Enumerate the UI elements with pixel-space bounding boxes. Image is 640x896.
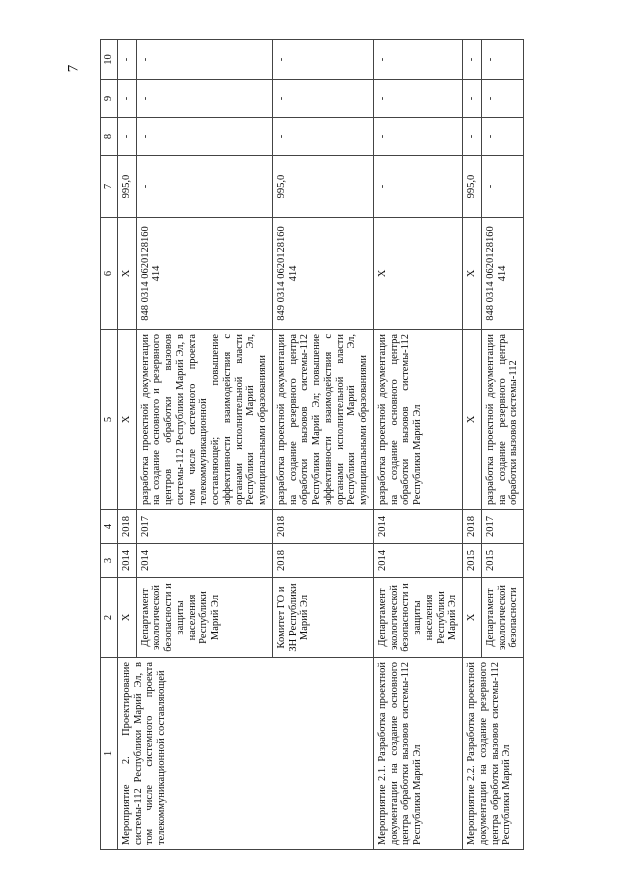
table-row — [373, 40, 462, 850]
start-year-cell: 2015 — [481, 544, 523, 578]
result-cell: разработка проектной документации на создание основного центра обработки вызовов системы-112 Республики Марий Эл — [373, 330, 462, 510]
program-table-sheet — [100, 40, 640, 850]
executor-cell: Департамент экологической безопасности — [481, 578, 523, 658]
value-cell: - — [481, 80, 523, 118]
header-cell: 2 — [101, 578, 118, 658]
value-cell: - — [136, 118, 272, 156]
value-cell: - — [373, 40, 462, 80]
value-cell: - — [272, 118, 373, 156]
value-cell: - — [463, 118, 482, 156]
executor-cell: Департамент экологической безопасности и защиты населения Республики Марий Эл — [136, 578, 272, 658]
result-cell: разработка проектной документации на создание резервного центра обработки вызовов системы-112 — [481, 330, 523, 510]
result-cell: Х — [117, 330, 136, 510]
value-cell: - — [463, 80, 482, 118]
header-cell: 10 — [101, 40, 118, 80]
value-cell: - — [136, 40, 272, 80]
value-cell: - — [481, 156, 523, 218]
value-cell: 995,0 — [272, 156, 373, 218]
activity-name-cell: Мероприятие 2.1. Разработка проектной документации на создание основного центра обработки вызовов системы-112 Республики Марий Эл — [373, 658, 462, 850]
budget-code-cell: 848 0314 0620128160 414 — [136, 218, 272, 330]
header-cell: 3 — [101, 544, 118, 578]
value-cell: - — [463, 40, 482, 80]
value-cell: - — [117, 40, 136, 80]
value-cell: - — [272, 40, 373, 80]
end-year-cell: 2018 — [463, 510, 482, 544]
activity-name-cell: Мероприятие 2.2. Разработка проектной документации на создание резервного центра обработки вызовов системы-112 Республики Марий Эл — [463, 658, 524, 850]
executor-cell: Х — [117, 578, 136, 658]
header-row — [101, 40, 118, 850]
value-cell: - — [117, 80, 136, 118]
header-cell: 8 — [101, 118, 118, 156]
value-cell: - — [136, 80, 272, 118]
result-cell: Х — [463, 330, 482, 510]
value-cell: - — [373, 80, 462, 118]
end-year-cell: 2017 — [481, 510, 523, 544]
executor-cell: Департамент экологической безопасности и защиты населения Республики Марий Эл — [373, 578, 462, 658]
header-cell: 4 — [101, 510, 118, 544]
header-cell: 5 — [101, 330, 118, 510]
start-year-cell: 2015 — [463, 544, 482, 578]
program-table — [100, 39, 524, 850]
executor-cell: Комитет ГО и ЗН Республики Марий Эл — [272, 578, 373, 658]
value-cell: - — [481, 40, 523, 80]
budget-code-cell: Х — [117, 218, 136, 330]
page-number: 7 — [65, 64, 82, 73]
value-cell: 995,0 — [117, 156, 136, 218]
header-cell: 6 — [101, 218, 118, 330]
budget-code-cell: Х — [373, 218, 462, 330]
table-row — [463, 40, 482, 850]
executor-cell: Х — [463, 578, 482, 658]
budget-code-cell: Х — [463, 218, 482, 330]
value-cell: - — [136, 156, 272, 218]
end-year-cell: 2014 — [373, 510, 462, 544]
end-year-cell: 2018 — [272, 510, 373, 544]
start-year-cell: 2014 — [117, 544, 136, 578]
value-cell: - — [373, 156, 462, 218]
start-year-cell: 2018 — [272, 544, 373, 578]
value-cell: - — [117, 118, 136, 156]
budget-code-cell: 848 0314 0620128160 414 — [481, 218, 523, 330]
value-cell: - — [272, 80, 373, 118]
header-cell: 1 — [101, 658, 118, 850]
start-year-cell: 2014 — [373, 544, 462, 578]
start-year-cell: 2014 — [136, 544, 272, 578]
result-cell: разработка проектной документации на создание резервного центра обработки вызовов системы-112 Республики Марий Эл; повышение эффективности взаимодействия с органами исполнительной власти Республики Марий Эл, муниципальными образованиями — [272, 330, 373, 510]
value-cell: - — [481, 118, 523, 156]
end-year-cell: 2018 — [117, 510, 136, 544]
budget-code-cell: 849 0314 0620128160 414 — [272, 218, 373, 330]
header-cell: 9 — [101, 80, 118, 118]
table-row — [117, 40, 136, 850]
header-cell: 7 — [101, 156, 118, 218]
result-cell: разработка проектной документации на создание основного и резервного центров обработки вызовов системы-112 Республики Марий Эл, в том числе системного проекта телекоммуникационной составляющей; повышение эффективности взаимодействия с органами исполнительной власти Республики Марий Эл, муниципальными образованиями — [136, 330, 272, 510]
activity-name-cell: Мероприятие 2. Проектирование системы-112 Республики Марий Эл, в том числе системного проекта телекоммуникационной составляющей — [117, 658, 373, 850]
value-cell: - — [373, 118, 462, 156]
value-cell: 995,0 — [463, 156, 482, 218]
end-year-cell: 2017 — [136, 510, 272, 544]
